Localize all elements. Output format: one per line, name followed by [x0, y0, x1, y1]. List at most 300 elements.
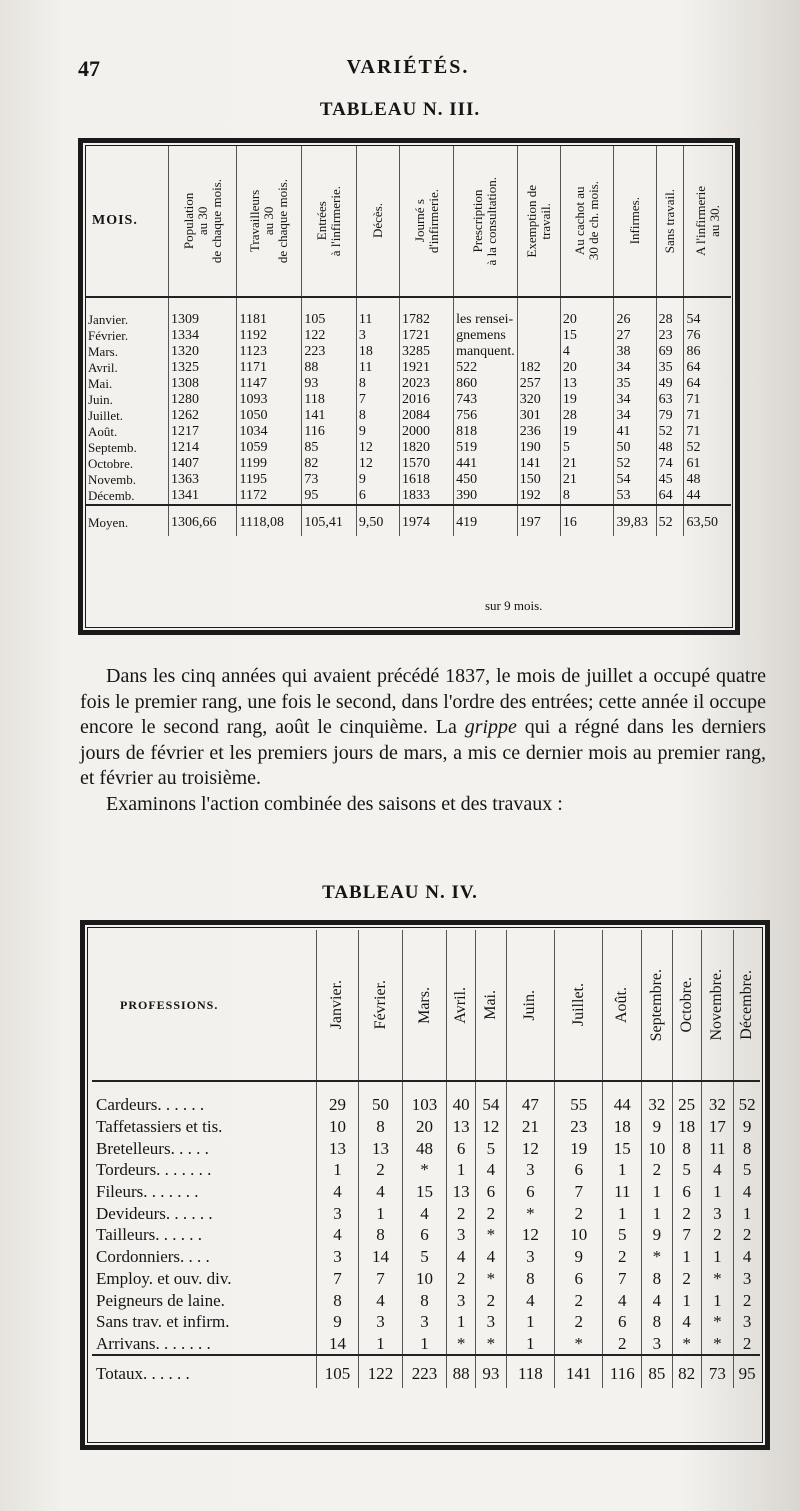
table-cell: 7	[359, 1268, 403, 1290]
table-cell: 1721	[399, 328, 453, 344]
table-cell: 54	[686, 312, 701, 327]
total-label: Totaux. . . . . .	[92, 1355, 316, 1388]
table-cell: 52	[686, 440, 701, 455]
table-cell: 4	[560, 344, 614, 360]
table-cell: 743	[454, 392, 518, 408]
column-header	[656, 146, 684, 297]
table-cell: 3	[642, 1333, 673, 1356]
table-cell: 8	[642, 1311, 673, 1333]
table-cell: 236	[517, 424, 560, 440]
column-header-label: Infirmes.	[627, 197, 643, 245]
table-cell: 4	[701, 1159, 734, 1181]
table-cell: *	[476, 1224, 507, 1246]
table-cell: 4	[316, 1181, 359, 1203]
table-cell: 1	[642, 1202, 673, 1224]
table-cell: 11	[603, 1181, 642, 1203]
column-header-label: Février.	[371, 980, 389, 1030]
table-cell: 32	[701, 1081, 734, 1116]
table-cell: 20	[560, 297, 614, 328]
table-cell: 150	[517, 472, 560, 488]
column-header-label: Juin.	[521, 989, 539, 1021]
row-label: Employ. et ouv. div.	[92, 1268, 316, 1290]
total-cell: 16	[560, 505, 614, 536]
table-cell: 4	[447, 1246, 476, 1268]
table-cell: *	[555, 1333, 603, 1356]
total-cell: 9,50	[356, 505, 399, 536]
table-row	[86, 344, 731, 360]
table-cell: 7	[316, 1268, 359, 1290]
total-cell: 1306,66	[168, 505, 237, 536]
table-cell: 85	[302, 440, 356, 456]
running-head: VARIÉTÉS.	[346, 56, 470, 78]
table-cell: 7	[603, 1268, 642, 1290]
table-cell: 10	[316, 1116, 359, 1138]
column-header-label: Juillet.	[569, 983, 587, 1027]
table-cell: 8	[359, 1116, 403, 1138]
table-cell: 10	[642, 1137, 673, 1159]
table-cell: 190	[517, 440, 560, 456]
table-row	[86, 440, 731, 456]
table-cell: 86	[686, 344, 701, 359]
table-cell: 19	[560, 424, 614, 440]
column-header-label: Avril.	[452, 986, 470, 1024]
table-cell: 3	[447, 1224, 476, 1246]
column-header	[672, 930, 701, 1081]
table-cell: 12	[356, 440, 399, 456]
column-header	[517, 146, 560, 297]
row-label: Juin.	[86, 392, 168, 408]
total-cell: 88	[447, 1355, 476, 1388]
column-header-label: Mai.	[481, 990, 499, 1020]
table-cell: 69	[656, 344, 684, 360]
column-header	[302, 146, 356, 297]
total-cell: 118	[506, 1355, 554, 1388]
row-label: Cordonniers. . . .	[92, 1246, 316, 1268]
table-cell: 3	[506, 1159, 554, 1181]
table-cell: 9	[642, 1224, 673, 1246]
table-cell: 6	[447, 1137, 476, 1159]
total-cell: 1118,08	[237, 505, 302, 536]
table-cell: 1280	[168, 392, 237, 408]
table-cell: 14	[359, 1246, 403, 1268]
table-cell: 1	[506, 1333, 554, 1356]
table-cell: 1262	[168, 408, 237, 424]
table-row	[92, 1224, 760, 1246]
table-row	[86, 376, 731, 392]
table-cell: 64	[686, 360, 701, 375]
row-label: Devideurs. . . . . .	[92, 1202, 316, 1224]
table-cell: 2	[447, 1268, 476, 1290]
table-cell: 1320	[168, 344, 237, 360]
table-cell: 54	[476, 1081, 507, 1116]
column-header-label: Prescription à la consultation.	[470, 176, 500, 266]
row-label: Bretelleurs. . . . .	[92, 1137, 316, 1159]
table-cell: 18	[672, 1116, 701, 1138]
table-cell: les rensei-	[454, 297, 518, 328]
table-cell: 1147	[237, 376, 302, 392]
table-row	[86, 408, 731, 424]
column-header-label: Septembre.	[647, 968, 665, 1042]
table-cell: 5	[476, 1137, 507, 1159]
table-cell: 756	[454, 408, 518, 424]
table-cell: 1	[359, 1202, 403, 1224]
table-cell: 2	[701, 1224, 734, 1246]
table-cell: 1570	[399, 456, 453, 472]
row-label: Fileurs. . . . . . .	[92, 1181, 316, 1203]
table-cell: *	[476, 1268, 507, 1290]
table-cell: 3	[506, 1246, 554, 1268]
table-cell: 23	[555, 1116, 603, 1138]
column-header	[701, 930, 734, 1081]
column-header-label: Août.	[613, 987, 631, 1023]
table-cell: 4	[359, 1181, 403, 1203]
table-row	[92, 1181, 760, 1203]
table4	[92, 930, 760, 1388]
table-cell: 3	[742, 1268, 752, 1288]
table-cell: 14	[316, 1333, 359, 1356]
table-cell: 21	[560, 472, 614, 488]
table-cell: 8	[316, 1289, 359, 1311]
table-cell: 8	[402, 1289, 447, 1311]
table-cell: 519	[454, 440, 518, 456]
table-cell: 1	[447, 1311, 476, 1333]
table-cell: 5	[560, 440, 614, 456]
table-cell: 2	[672, 1202, 701, 1224]
paragraph-2: Examinons l'action combinée des saisons et des travaux :	[106, 792, 563, 815]
table-cell: 2023	[399, 376, 453, 392]
table-cell: 116	[302, 424, 356, 440]
table-cell: 4	[672, 1311, 701, 1333]
table-cell: 1172	[237, 488, 302, 505]
column-header-label: Exemption de travail.	[523, 184, 553, 258]
row-label: Arrivans. . . . . . .	[92, 1333, 316, 1356]
table-row	[92, 1202, 760, 1224]
table-cell: 4	[603, 1289, 642, 1311]
row-label: Mai.	[86, 376, 168, 392]
table-cell: 1	[742, 1203, 752, 1223]
table-cell: 20	[402, 1116, 447, 1138]
column-header-label: Entrées à l'infirmerie.	[314, 185, 344, 257]
total-cell: 141	[555, 1355, 603, 1388]
table-cell: 1407	[168, 456, 237, 472]
table-cell: 8	[560, 488, 614, 505]
table-cell: 8	[356, 376, 399, 392]
row-label: Peigneurs de laine.	[92, 1289, 316, 1311]
total-cell: 85	[642, 1355, 673, 1388]
table-cell: 13	[560, 376, 614, 392]
table-cell: 7	[555, 1181, 603, 1203]
table-cell: *	[476, 1333, 507, 1356]
total-cell: 52	[656, 505, 684, 536]
table-cell: 32	[642, 1081, 673, 1116]
table-cell: 9	[356, 472, 399, 488]
table-cell: 6	[555, 1159, 603, 1181]
table-cell: 1	[701, 1289, 734, 1311]
column-header-label: Population au 30 de chaque mois.	[180, 178, 224, 264]
table-cell: 21	[506, 1116, 554, 1138]
total-cell: 223	[402, 1355, 447, 1388]
column-header	[603, 930, 642, 1081]
table-cell: 1093	[237, 392, 302, 408]
table-cell: 23	[656, 328, 684, 344]
row-label: Octobre.	[86, 456, 168, 472]
row-label: Décemb.	[86, 488, 168, 505]
row-label: Sans trav. et infirm.	[92, 1311, 316, 1333]
table-cell: 47	[506, 1081, 554, 1116]
column-header-label: A l'infirmerie au 30.	[692, 186, 722, 256]
table-cell: 3	[447, 1289, 476, 1311]
row-label: Tailleurs. . . . . .	[92, 1224, 316, 1246]
column-header	[555, 930, 603, 1081]
table-cell: 1341	[168, 488, 237, 505]
table-cell: 4	[476, 1159, 507, 1181]
column-header	[399, 146, 453, 297]
table-cell: 5	[603, 1224, 642, 1246]
table-cell	[517, 328, 560, 344]
table-cell: 4	[402, 1202, 447, 1224]
table-cell: 118	[302, 392, 356, 408]
body-text	[80, 664, 766, 817]
total-cell: 122	[359, 1355, 403, 1388]
column-header	[168, 146, 237, 297]
table-cell: 1782	[399, 297, 453, 328]
column-header	[506, 930, 554, 1081]
table-cell: *	[701, 1333, 734, 1356]
table-cell: 2	[603, 1333, 642, 1356]
table-cell: 11	[356, 297, 399, 328]
column-header	[316, 930, 359, 1081]
table-cell: 4	[742, 1182, 752, 1202]
table-cell: 15	[560, 328, 614, 344]
table-cell: 1833	[399, 488, 453, 505]
table-cell: 34	[614, 360, 656, 376]
table-cell: 40	[447, 1081, 476, 1116]
table-cell: 1059	[237, 440, 302, 456]
row-label: Janvier.	[86, 297, 168, 328]
total-cell: 1974	[399, 505, 453, 536]
table-cell: 52	[614, 456, 656, 472]
table4-title: TABLEAU N. IV.	[322, 882, 478, 903]
table-cell: 15	[402, 1181, 447, 1203]
table-cell: 21	[560, 456, 614, 472]
table-cell: 19	[555, 1137, 603, 1159]
column-header-label: Décembre.	[738, 970, 756, 1040]
table-cell: 63	[656, 392, 684, 408]
table-cell: manquent.	[454, 344, 518, 360]
column-header-label: Travailleurs au 30 de chaque mois.	[247, 178, 291, 264]
table-cell: 3	[402, 1311, 447, 1333]
table-cell: 1195	[237, 472, 302, 488]
table-cell: 54	[614, 472, 656, 488]
table-cell: 2016	[399, 392, 453, 408]
table-cell: 29	[316, 1081, 359, 1116]
table-cell	[517, 297, 560, 328]
table-cell: 4	[642, 1289, 673, 1311]
table-cell: 103	[402, 1081, 447, 1116]
table-cell: 2	[555, 1311, 603, 1333]
table-cell: 1034	[237, 424, 302, 440]
table-cell: 320	[517, 392, 560, 408]
table-cell: 122	[302, 328, 356, 344]
total-cell: 93	[476, 1355, 507, 1388]
table-cell: 1181	[237, 297, 302, 328]
table-cell: 141	[517, 456, 560, 472]
table-cell: 18	[603, 1116, 642, 1138]
column-header	[237, 146, 302, 297]
total-cell: 105	[316, 1355, 359, 1388]
table-cell: 7	[672, 1224, 701, 1246]
table-row	[92, 1137, 760, 1159]
table-cell: 18	[356, 344, 399, 360]
table-cell: 48	[656, 440, 684, 456]
table3-title: TABLEAU N. III.	[319, 99, 481, 120]
table-cell: 38	[614, 344, 656, 360]
table-cell: 1363	[168, 472, 237, 488]
paragraph-1-italic: grippe	[464, 716, 517, 738]
column-header	[476, 930, 507, 1081]
total-cell: 39,83	[614, 505, 656, 536]
table-cell: 71	[686, 392, 701, 407]
table-cell: 3	[701, 1202, 734, 1224]
table-cell: 450	[454, 472, 518, 488]
table-cell: 192	[517, 488, 560, 505]
table-cell: 1217	[168, 424, 237, 440]
table-cell: 3	[476, 1311, 507, 1333]
table-cell: 182	[517, 360, 560, 376]
column-header	[684, 146, 731, 297]
table-cell: 12	[506, 1137, 554, 1159]
table-cell: 2	[476, 1202, 507, 1224]
table-row	[92, 1333, 760, 1356]
column-header: MOIS.	[86, 146, 168, 297]
table-cell: 74	[656, 456, 684, 472]
table-cell: 818	[454, 424, 518, 440]
table-cell: 48	[402, 1137, 447, 1159]
table-cell: 34	[614, 392, 656, 408]
table-cell: 2	[447, 1202, 476, 1224]
table-cell: 4	[506, 1289, 554, 1311]
table-cell: 6	[555, 1268, 603, 1290]
table-cell: 95	[302, 488, 356, 505]
table-cell: 6	[476, 1181, 507, 1203]
table-cell: 8	[742, 1138, 752, 1158]
table-cell: 64	[686, 376, 701, 391]
row-label: Tordeurs. . . . . . .	[92, 1159, 316, 1181]
table-cell: 9	[356, 424, 399, 440]
table-cell: 2084	[399, 408, 453, 424]
row-label: Cardeurs. . . . . .	[92, 1081, 316, 1116]
table-cell: 61	[686, 456, 701, 471]
table-cell: 13	[447, 1116, 476, 1138]
row-label: Septemb.	[86, 440, 168, 456]
table-row	[92, 1116, 760, 1138]
table-cell: 1	[701, 1181, 734, 1203]
table-cell: 1	[603, 1202, 642, 1224]
table-cell: 1	[672, 1246, 701, 1268]
table-cell: 2	[742, 1290, 752, 1310]
table-cell: 71	[686, 424, 701, 439]
table-cell: 13	[359, 1137, 403, 1159]
table-cell: 19	[560, 392, 614, 408]
total-cell: 73	[701, 1355, 734, 1388]
table-cell: 390	[454, 488, 518, 505]
table-cell: 1	[316, 1159, 359, 1181]
table-cell: 3	[316, 1202, 359, 1224]
table-cell: 64	[656, 488, 684, 505]
paragraph-1-text: Dans les cinq années qui avaient précédé 1837, le mois de juillet a occupé quatre fois le premier rang, une fois le second, dans l'ordre des entrées; cette année il occupe encore le second rang, août le cinquième. La	[80, 665, 766, 738]
table-cell: 93	[302, 376, 356, 392]
table-row	[92, 1159, 760, 1181]
total-label: Moyen.	[86, 505, 168, 536]
table-cell: 4	[359, 1289, 403, 1311]
table-row	[86, 297, 731, 328]
table-cell: 5	[672, 1159, 701, 1181]
table-row	[86, 424, 731, 440]
column-header	[614, 146, 656, 297]
table-cell: 20	[560, 360, 614, 376]
table-cell: 1171	[237, 360, 302, 376]
table3-note: sur 9 mois.	[485, 598, 543, 613]
table-cell: 8	[642, 1268, 673, 1290]
table-cell: 9	[316, 1311, 359, 1333]
total-cell: 419	[454, 505, 518, 536]
table-row	[86, 472, 731, 488]
paragraph-1	[80, 664, 766, 792]
column-header	[359, 930, 403, 1081]
table-cell: 1	[447, 1159, 476, 1181]
column-header-label: Octobre.	[677, 977, 695, 1033]
table-cell: 10	[555, 1224, 603, 1246]
row-label: Mars.	[86, 344, 168, 360]
total-row	[92, 1355, 760, 1388]
table-cell: 50	[359, 1081, 403, 1116]
total-cell: 105,41	[302, 505, 356, 536]
table-cell: 4	[476, 1246, 507, 1268]
table-row	[86, 488, 731, 505]
table-cell: gnemens	[454, 328, 518, 344]
table-cell: 48	[686, 472, 701, 487]
table-cell: 7	[356, 392, 399, 408]
table-cell: *	[402, 1159, 447, 1181]
table-cell: 6	[603, 1311, 642, 1333]
table-cell: 12	[356, 456, 399, 472]
column-header	[734, 930, 760, 1081]
table-cell: 1199	[237, 456, 302, 472]
table-cell: 8	[356, 408, 399, 424]
table-cell: 1308	[168, 376, 237, 392]
table-cell: 35	[614, 376, 656, 392]
table-cell: 105	[302, 297, 356, 328]
table-row	[92, 1311, 760, 1333]
total-cell: 63,50	[684, 505, 731, 536]
table-cell: 1192	[237, 328, 302, 344]
column-header-label: Novembre.	[708, 969, 726, 1041]
table-row	[92, 1081, 760, 1116]
table-cell: 9	[555, 1246, 603, 1268]
table-cell: 2	[642, 1159, 673, 1181]
table-cell: 5	[402, 1246, 447, 1268]
row-label: Taffetassiers et tis.	[92, 1116, 316, 1138]
table-cell: 3	[742, 1312, 752, 1332]
table-cell: 13	[447, 1181, 476, 1203]
table-cell: 2	[742, 1333, 752, 1353]
table-cell: *	[447, 1333, 476, 1356]
table-cell: *	[506, 1202, 554, 1224]
column-header	[447, 930, 476, 1081]
column-header	[560, 146, 614, 297]
table-cell: *	[672, 1333, 701, 1356]
table-cell: 9	[742, 1117, 752, 1137]
